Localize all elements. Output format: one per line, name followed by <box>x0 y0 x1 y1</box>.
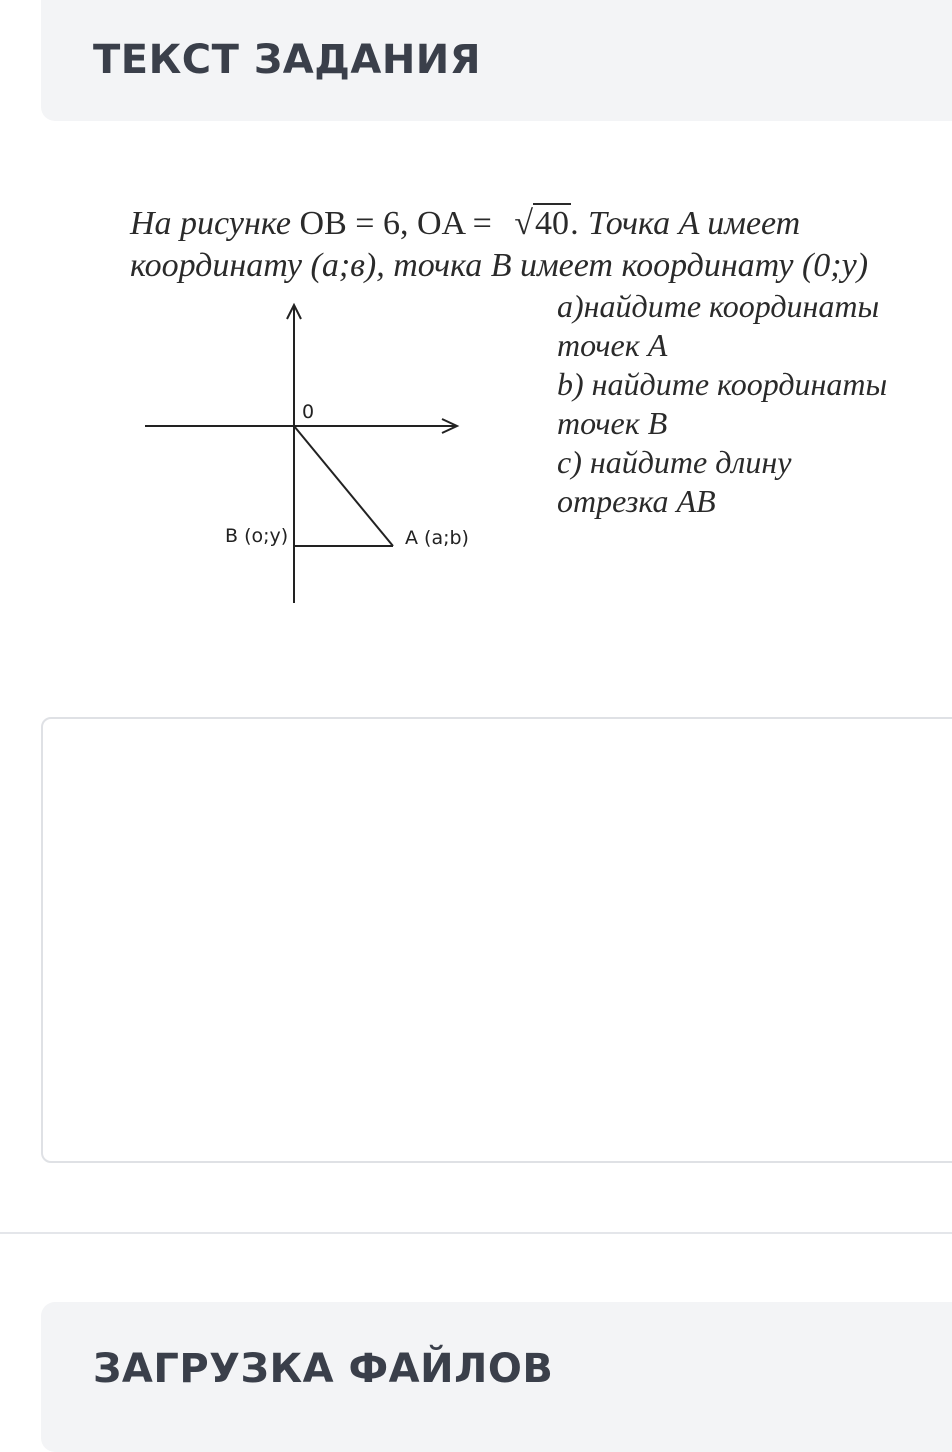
task-text-header <box>41 0 952 121</box>
section-divider <box>0 1232 952 1234</box>
question-line: b) найдите координаты <box>557 366 888 402</box>
question-line: a)найдите координаты <box>557 288 880 324</box>
point-a-label: A (a;b) <box>405 527 469 549</box>
task-image <box>120 195 952 615</box>
file-upload-header <box>41 1302 952 1452</box>
task-intro-text-end: . Точка A имеет <box>571 205 801 242</box>
answer-input[interactable] <box>41 717 952 1163</box>
sqrt-expression: √40 <box>514 205 570 242</box>
sqrt-radicand: 40 <box>535 205 570 242</box>
task-intro-equation: OB = 6, OA = <box>299 205 492 242</box>
task-intro-text: На рисунке <box>130 205 292 242</box>
point-b-label: B (o;y) <box>225 525 289 547</box>
origin-label: 0 <box>302 401 315 423</box>
question-line: точек B <box>557 405 668 441</box>
task-intro-line-1 <box>130 205 800 243</box>
task-questions <box>557 287 887 521</box>
segment-oa <box>294 426 393 546</box>
question-line: отрезка AB <box>557 483 716 519</box>
task-intro-line-2: координату (а;в), точка B имеет координату (0;y) <box>130 247 869 284</box>
question-line: точек A <box>557 327 668 363</box>
coordinate-diagram <box>120 295 500 610</box>
file-upload-title: ЗАГРУЗКА ФАЙЛОВ <box>93 1346 554 1392</box>
task-text-title: ТЕКСТ ЗАДАНИЯ <box>93 37 482 83</box>
question-line: c) найдите длину <box>557 444 792 480</box>
